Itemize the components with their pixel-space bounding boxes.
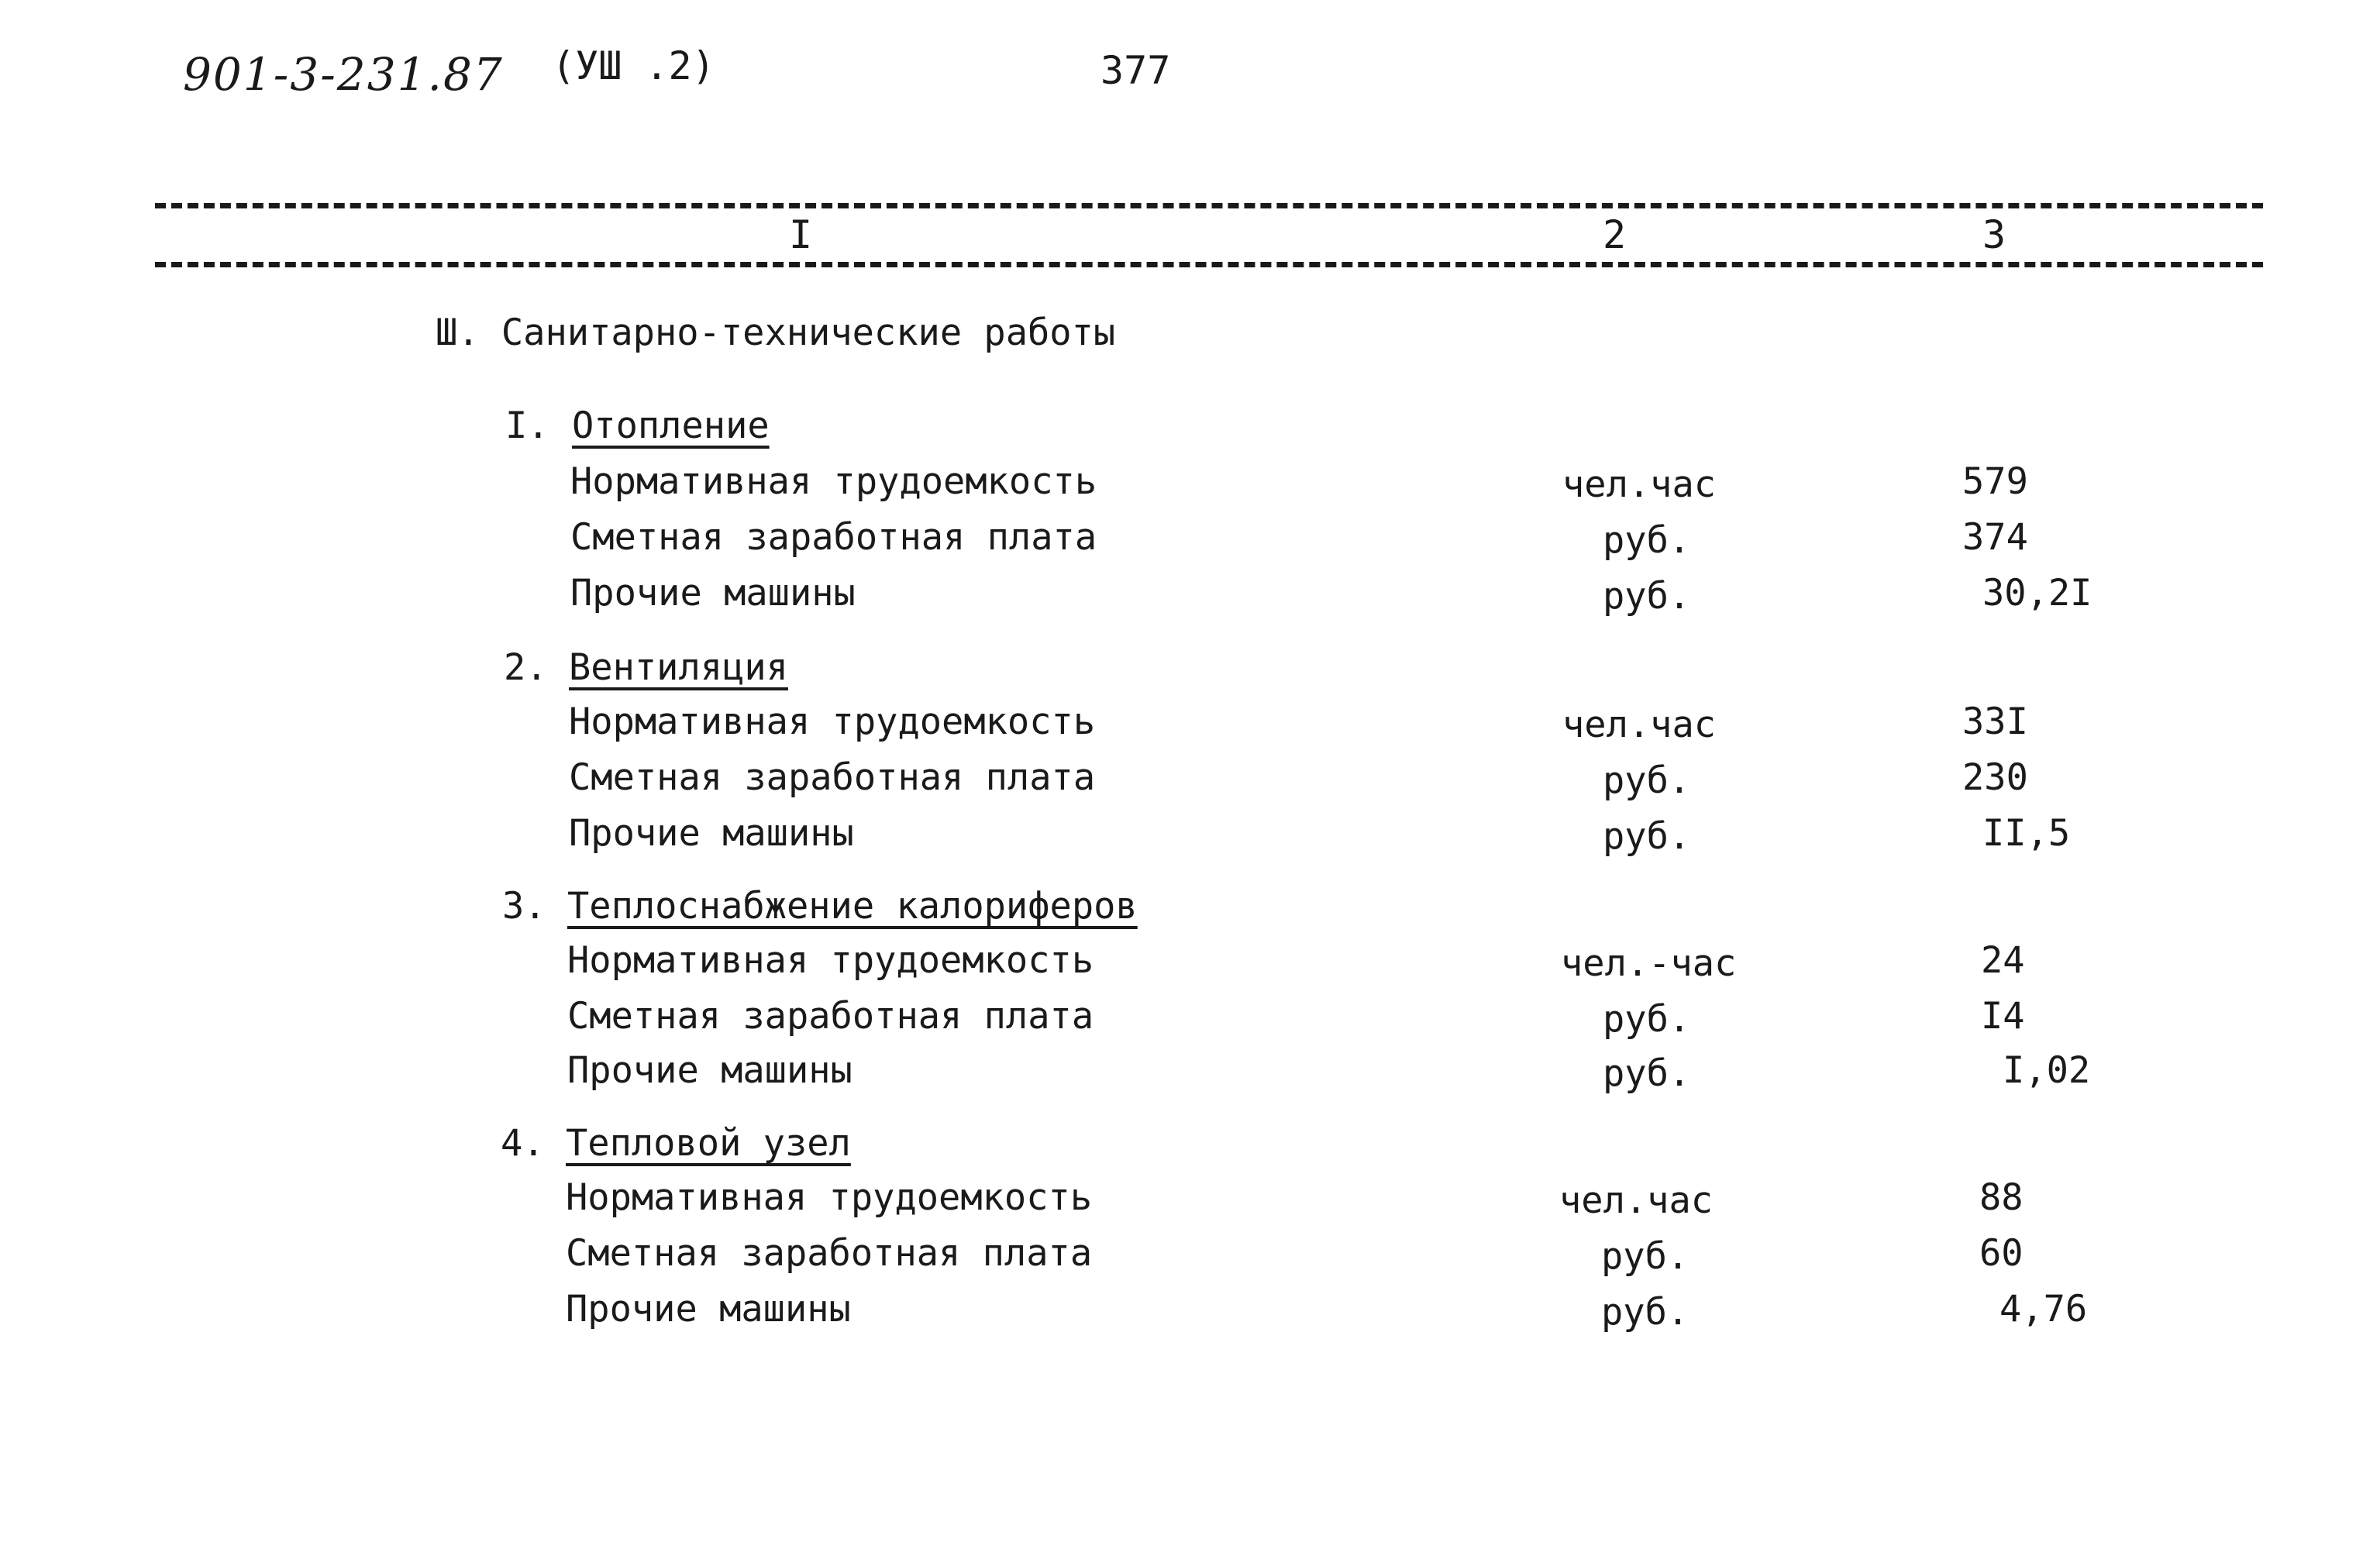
page-number: 377 bbox=[1100, 48, 1171, 93]
row-label: Сметная заработная плата bbox=[567, 995, 1094, 1038]
column-header-2: 2 bbox=[1603, 212, 1627, 257]
row-unit: руб. bbox=[1603, 759, 1691, 802]
subsection-title: Отопление bbox=[572, 404, 770, 447]
row-unit: руб. bbox=[1603, 998, 1691, 1041]
row-label: Прочие машины bbox=[570, 572, 856, 614]
row-label: Нормативная трудоемкость bbox=[567, 939, 1094, 982]
subsection-number: I. bbox=[505, 404, 549, 447]
subsection-title: Теплоснабжение калориферов bbox=[567, 885, 1138, 928]
subsection-title: Вентиляция bbox=[569, 646, 788, 689]
subsection-number: 3. bbox=[502, 885, 546, 928]
row-label: Сметная заработная плата bbox=[570, 516, 1097, 559]
row-value: 374 bbox=[1962, 516, 2028, 559]
row-value: 33I bbox=[1962, 701, 2028, 743]
row-value: 4,76 bbox=[1999, 1288, 2088, 1331]
row-value: 30,2I bbox=[1982, 572, 2092, 614]
row-label: Нормативная трудоемкость bbox=[570, 460, 1097, 503]
column-header-3: 3 bbox=[1982, 212, 2006, 257]
section-title: Ш. Санитарно-технические работы bbox=[436, 312, 1116, 354]
row-unit: чел.час bbox=[1562, 463, 1717, 506]
row-value: I,02 bbox=[2003, 1049, 2091, 1092]
row-unit: руб. bbox=[1603, 815, 1691, 858]
column-header-1: I bbox=[789, 212, 813, 257]
row-label: Прочие машины bbox=[567, 1049, 852, 1092]
row-unit: руб. bbox=[1601, 1235, 1689, 1278]
subsection-number: 4. bbox=[501, 1122, 545, 1165]
document-code: 901-3-231.87 bbox=[183, 48, 504, 101]
row-unit: чел.час bbox=[1559, 1179, 1714, 1222]
row-label: Сметная заработная плата bbox=[569, 756, 1096, 799]
row-unit: руб. bbox=[1603, 1052, 1691, 1095]
row-label: Прочие машины bbox=[569, 812, 854, 855]
row-value: I4 bbox=[1981, 995, 2025, 1038]
part-label: (УШ .2) bbox=[552, 43, 715, 88]
row-value: 88 bbox=[1979, 1176, 2024, 1219]
top-dashed-rule bbox=[155, 203, 2263, 208]
bottom-dashed-rule bbox=[155, 262, 2263, 267]
row-unit: руб. bbox=[1603, 519, 1691, 562]
row-label: Сметная заработная плата bbox=[566, 1232, 1093, 1275]
subsection-title: Тепловой узел bbox=[566, 1122, 851, 1165]
row-unit: руб. bbox=[1601, 1291, 1689, 1334]
row-value: 579 bbox=[1962, 460, 2028, 503]
row-value: 60 bbox=[1979, 1232, 2024, 1275]
row-label: Прочие машины bbox=[566, 1288, 851, 1331]
row-label: Нормативная трудоемкость bbox=[569, 701, 1096, 743]
row-value: II,5 bbox=[1982, 812, 2071, 855]
row-unit: чел.час bbox=[1562, 704, 1717, 746]
subsection-number: 2. bbox=[504, 646, 548, 689]
row-value: 24 bbox=[1981, 939, 2025, 982]
row-unit: чел.-час bbox=[1561, 942, 1737, 985]
row-value: 230 bbox=[1962, 756, 2028, 799]
row-label: Нормативная трудоемкость bbox=[566, 1176, 1093, 1219]
row-unit: руб. bbox=[1603, 575, 1691, 618]
